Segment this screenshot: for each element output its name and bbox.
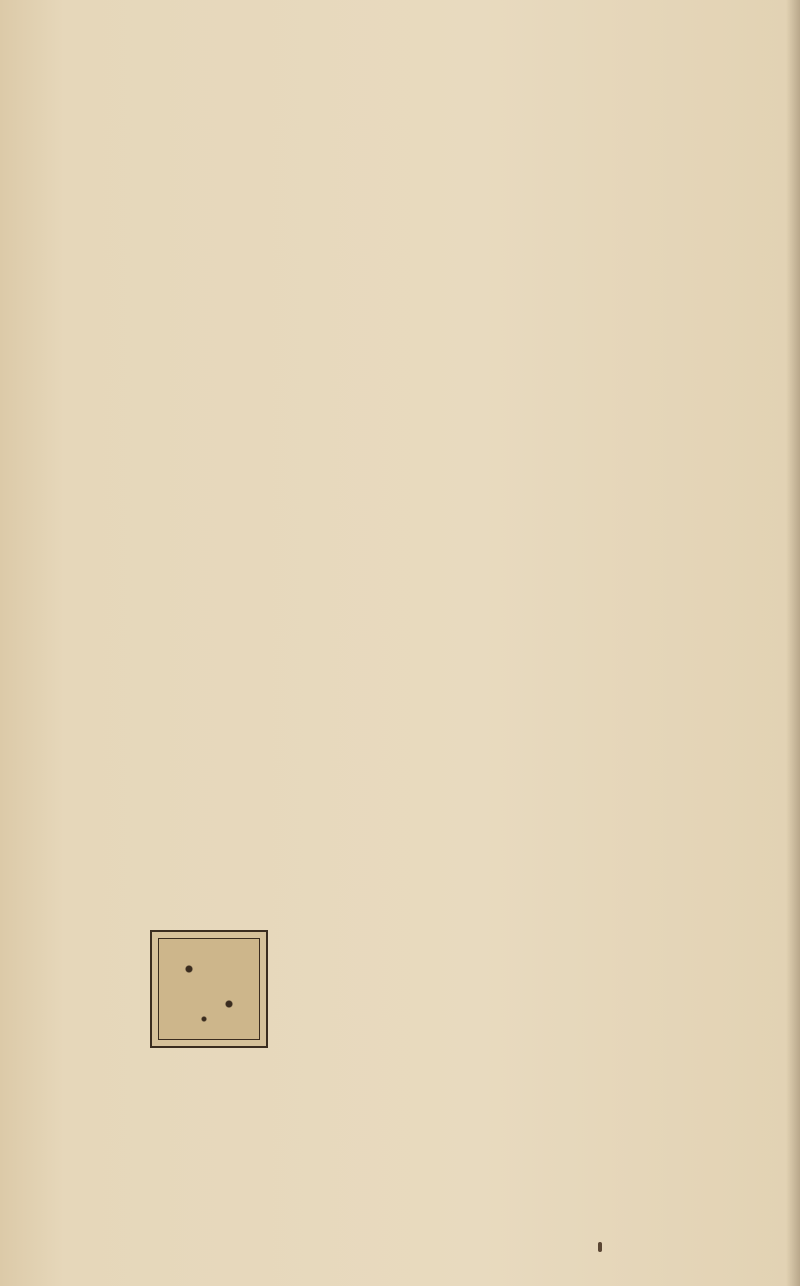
ornament-background xyxy=(158,938,260,1040)
ink-mark xyxy=(598,1242,602,1252)
decorated-initial xyxy=(150,930,268,1048)
page-edge-shadow xyxy=(786,0,800,1286)
